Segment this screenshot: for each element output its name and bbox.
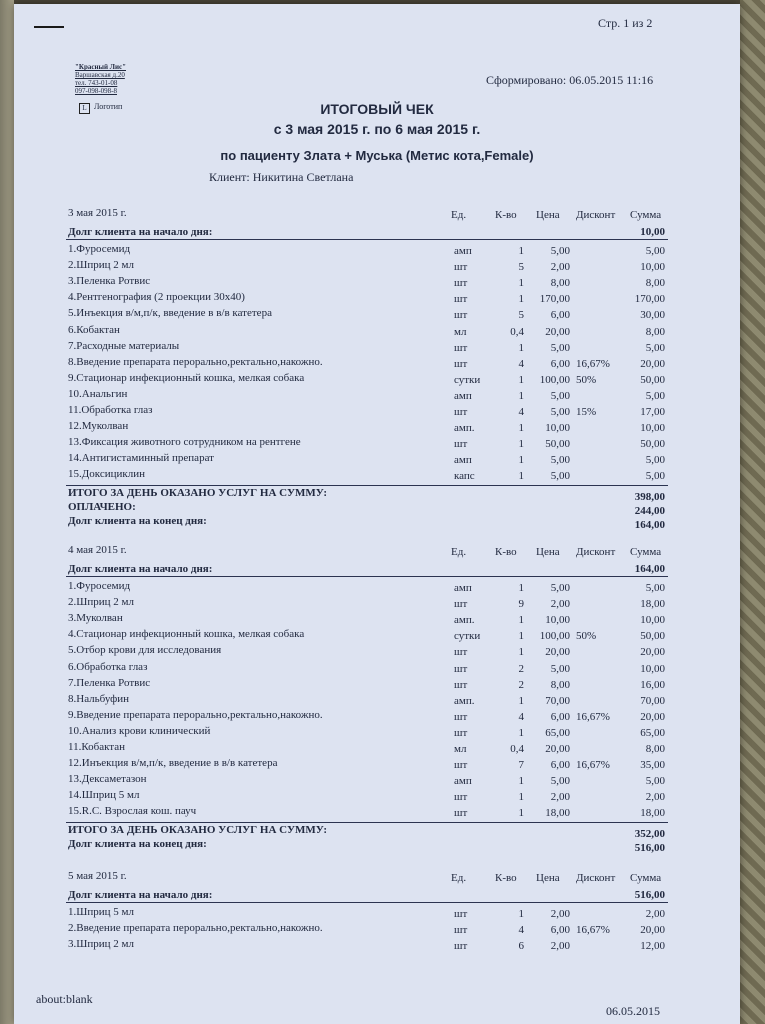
item-price: 20,00 — [545, 325, 570, 338]
receipt-page — [14, 4, 740, 1024]
item-qty: 0,4 — [510, 325, 524, 338]
item-unit: шт — [454, 357, 468, 370]
item-price: 6,00 — [550, 924, 570, 937]
client-line: Клиент: Никитина Светлана — [209, 170, 354, 184]
item-sum: 8,00 — [645, 277, 665, 290]
item-qty: 4 — [518, 357, 524, 370]
item-qty: 4 — [518, 710, 524, 723]
item-name: 4.Рентгенография (2 проекции 30х40) — [68, 291, 245, 304]
item-qty: 1 — [518, 277, 524, 290]
item-price: 10,00 — [545, 422, 570, 435]
background-tablecloth — [740, 0, 765, 1024]
item-unit: сутки — [454, 373, 481, 386]
item-price: 2,00 — [550, 261, 570, 274]
item-sum: 20,00 — [640, 924, 665, 937]
item-price: 20,00 — [545, 646, 570, 659]
clinic-phone-1: тел. 743-01-08 — [75, 79, 118, 87]
item-name: 4.Стационар инфекционный кошка, мелкая собака — [68, 628, 305, 641]
item-qty: 1 — [518, 582, 524, 594]
column-header-qty: К-во — [495, 872, 517, 884]
logo-label: Логотип — [94, 102, 123, 111]
item-unit: шт — [454, 908, 468, 920]
day-date: 4 мая 2015 г. — [68, 544, 127, 556]
item-discount: 15% — [576, 406, 597, 418]
column-header-qty: К-во — [495, 546, 517, 558]
item-name: 9.Введение препарата перорально,ректально,накожно. — [68, 708, 323, 721]
item-price: 5,00 — [550, 341, 570, 354]
column-header-sum: Сумма — [630, 209, 662, 221]
item-price: 6,00 — [550, 759, 570, 772]
item-qty: 1 — [518, 614, 524, 627]
debt-start-label: Долг клиента на начало дня: — [68, 563, 213, 575]
header-divider — [66, 239, 668, 240]
item-discount: 16,67% — [576, 759, 610, 772]
item-price: 18,00 — [545, 807, 570, 820]
debt-start-label: Долг клиента на начало дня: — [68, 226, 213, 238]
item-qty: 1 — [518, 341, 524, 354]
item-name: 2.Введение препарата перорально,ректально,накожно. — [68, 922, 323, 935]
item-price: 2,00 — [550, 940, 570, 953]
item-name: 3.Муколван — [68, 612, 123, 625]
item-sum: 8,00 — [645, 743, 665, 755]
item-unit: шт — [454, 277, 468, 290]
day-date: 3 мая 2015 г. — [68, 207, 127, 219]
item-name: 10.Анализ крови клинический — [68, 724, 211, 737]
column-header-qty: К-во — [495, 209, 517, 221]
item-sum: 2,00 — [645, 791, 665, 804]
item-qty: 1 — [518, 373, 524, 386]
item-price: 6,00 — [550, 357, 570, 370]
item-price: 5,00 — [550, 406, 570, 418]
item-sum: 10,00 — [640, 614, 665, 627]
item-sum: 17,00 — [640, 406, 665, 418]
item-sum: 5,00 — [645, 389, 665, 402]
column-header-discount: Дисконт — [576, 209, 616, 221]
column-header-unit: Ед. — [451, 872, 467, 884]
item-price: 2,00 — [550, 598, 570, 611]
item-discount: 16,67% — [576, 924, 610, 937]
item-name: 1.Фуросемид — [68, 580, 131, 592]
item-qty: 2 — [518, 678, 524, 691]
item-price: 170,00 — [539, 293, 570, 306]
item-sum: 2,00 — [645, 908, 665, 920]
item-price: 5,00 — [550, 389, 570, 402]
debt-start-value: 10,00 — [640, 226, 665, 238]
item-name: 9.Стационар инфекционный кошка, мелкая собака — [68, 371, 305, 384]
item-discount: 50% — [576, 373, 597, 386]
column-header-unit: Ед. — [451, 546, 467, 558]
day-date: 5 мая 2015 г. — [68, 870, 127, 882]
column-header-sum: Сумма — [630, 546, 662, 558]
item-unit: шт — [454, 662, 468, 675]
item-unit: шт — [454, 646, 468, 659]
item-unit: шт — [454, 309, 468, 322]
item-unit: шт — [454, 791, 468, 804]
punch-mark — [34, 26, 64, 28]
background-left — [0, 0, 14, 1024]
item-name: 3.Пеленка Ротвис — [68, 275, 151, 288]
receipt-period: с 3 мая 2015 г. по 6 мая 2015 г. — [273, 121, 481, 137]
item-price: 2,00 — [550, 908, 570, 920]
item-sum: 50,00 — [640, 630, 665, 643]
debt-end-label: Долг клиента на конец дня: — [68, 837, 207, 850]
item-name: 2.Шприц 2 мл — [68, 259, 134, 272]
item-sum: 5,00 — [645, 341, 665, 354]
item-price: 10,00 — [545, 614, 570, 627]
page-number: Стр. 1 из 2 — [598, 16, 653, 30]
item-qty: 4 — [518, 924, 524, 937]
item-sum: 30,00 — [640, 309, 665, 322]
item-sum: 10,00 — [640, 422, 665, 435]
item-qty: 2 — [518, 662, 524, 675]
item-unit: шт — [454, 807, 468, 820]
item-unit: амп — [454, 775, 472, 788]
item-unit: шт — [454, 940, 468, 953]
item-price: 100,00 — [539, 630, 570, 643]
item-qty: 1 — [518, 694, 524, 707]
item-sum: 20,00 — [640, 646, 665, 659]
item-price: 65,00 — [545, 726, 570, 739]
header-divider — [66, 902, 668, 903]
item-qty: 1 — [518, 807, 524, 820]
day-total-value: 352,00 — [634, 827, 665, 840]
item-sum: 8,00 — [645, 325, 665, 338]
item-unit: амп — [454, 245, 472, 257]
item-price: 6,00 — [550, 309, 570, 322]
receipt-title: ИТОГОВЫЙ ЧЕК — [320, 101, 434, 117]
item-name: 13.Дексаметазон — [68, 773, 147, 786]
item-sum: 10,00 — [640, 662, 665, 675]
item-unit: амп — [454, 582, 472, 594]
item-name: 12.Инъекция в/м,п/к, введение в в/в катетера — [68, 757, 278, 770]
item-price: 5,00 — [550, 470, 570, 483]
item-name: 8.Введение препарата перорально,ректально,накожно. — [68, 355, 323, 368]
item-name: 10.Анальгин — [68, 387, 128, 400]
item-unit: сутки — [454, 630, 481, 643]
item-unit: амп. — [454, 614, 475, 627]
total-divider — [66, 822, 668, 823]
item-sum: 5,00 — [645, 582, 665, 594]
footer-date: 06.05.2015 — [606, 1004, 660, 1018]
column-header-discount: Дисконт — [576, 872, 616, 884]
clinic-phone-2: 097-098-098-8 — [75, 87, 117, 95]
item-name: 14.Шприц 5 мл — [68, 789, 140, 802]
item-qty: 1 — [518, 630, 524, 643]
clinic-address: Варшавская д.20 — [75, 71, 125, 79]
item-price: 50,00 — [545, 438, 570, 451]
item-unit: шт — [454, 261, 468, 274]
item-price: 8,00 — [550, 277, 570, 290]
column-header-unit: Ед. — [451, 209, 467, 221]
item-name: 5.Отбор крови для исследования — [68, 644, 222, 657]
generated-timestamp: Сформировано: 06.05.2015 11:16 — [486, 73, 654, 87]
item-name: 3.Шприц 2 мл — [68, 938, 134, 951]
item-qty: 1 — [518, 726, 524, 739]
item-unit: шт — [454, 678, 468, 691]
day-total-label: ИТОГО ЗА ДЕНЬ ОКАЗАНО УСЛУГ НА СУММУ: — [68, 486, 328, 499]
patient-line: по пациенту Злата + Муська (Метис кота,Female) — [220, 148, 534, 163]
item-price: 5,00 — [550, 582, 570, 594]
day-total-label: ИТОГО ЗА ДЕНЬ ОКАЗАНО УСЛУГ НА СУММУ: — [68, 823, 328, 836]
item-unit: шт — [454, 924, 468, 937]
item-name: 11.Обработка глаз — [68, 404, 153, 416]
item-price: 6,00 — [550, 710, 570, 723]
item-sum: 50,00 — [640, 438, 665, 451]
item-qty: 6 — [518, 940, 524, 953]
item-sum: 170,00 — [634, 293, 665, 306]
item-unit: шт — [454, 438, 468, 451]
debt-start-label: Долг клиента на начало дня: — [68, 889, 213, 901]
item-price: 5,00 — [550, 662, 570, 675]
item-qty: 1 — [518, 438, 524, 451]
paid-label: ОПЛАЧЕНО: — [68, 500, 136, 513]
item-price: 8,00 — [550, 678, 570, 691]
item-name: 12.Муколван — [68, 420, 129, 433]
item-unit: амп — [454, 389, 472, 402]
item-unit: мл — [454, 743, 467, 755]
item-name: 15.R.C. Взрослая кош. пауч — [68, 805, 197, 818]
item-unit: шт — [454, 406, 468, 418]
item-sum: 12,00 — [640, 940, 665, 953]
paid-value: 244,00 — [634, 504, 665, 517]
logo-icon: L — [79, 103, 90, 114]
item-sum: 20,00 — [640, 710, 665, 723]
item-qty: 4 — [518, 406, 524, 418]
debt-start-value: 516,00 — [634, 889, 665, 901]
item-name: 5.Инъекция в/м,п/к, введение в в/в катетера — [68, 307, 272, 320]
item-qty: 1 — [518, 470, 524, 483]
item-qty: 1 — [518, 245, 524, 257]
item-name: 13.Фиксация животного сотрудником на рентгене — [68, 436, 301, 449]
total-divider — [66, 485, 668, 486]
item-sum: 5,00 — [645, 245, 665, 257]
item-sum: 35,00 — [640, 759, 665, 772]
item-unit: шт — [454, 341, 468, 354]
item-unit: шт — [454, 710, 468, 723]
item-name: 6.Обработка глаз — [68, 660, 148, 673]
item-qty: 7 — [518, 759, 524, 772]
item-qty: 1 — [518, 908, 524, 920]
item-unit: шт — [454, 293, 468, 306]
item-name: 6.Кобактан — [68, 323, 120, 336]
item-sum: 5,00 — [645, 454, 665, 467]
debt-start-value: 164,00 — [634, 563, 665, 575]
item-discount: 16,67% — [576, 357, 610, 370]
item-discount: 50% — [576, 630, 597, 643]
item-qty: 5 — [518, 261, 524, 274]
item-qty: 5 — [518, 309, 524, 322]
column-header-price: Цена — [536, 209, 560, 221]
item-name: 7.Пеленка Ротвис — [68, 676, 151, 689]
item-unit: капс — [454, 470, 475, 483]
item-unit: амп — [454, 454, 472, 467]
item-unit: амп. — [454, 422, 475, 435]
item-qty: 9 — [518, 598, 524, 611]
item-qty: 0,4 — [510, 743, 524, 755]
item-name: 2.Шприц 2 мл — [68, 596, 134, 609]
item-sum: 70,00 — [640, 694, 665, 707]
item-price: 100,00 — [539, 373, 570, 386]
column-header-price: Цена — [536, 546, 560, 558]
column-header-price: Цена — [536, 872, 560, 884]
column-header-sum: Сумма — [630, 872, 662, 884]
footer-url: about:blank — [36, 992, 93, 1006]
item-name: 14.Антигистаминный препарат — [68, 452, 214, 465]
item-name: 1.Шприц 5 мл — [68, 906, 134, 918]
item-price: 70,00 — [545, 694, 570, 707]
item-sum: 5,00 — [645, 775, 665, 788]
header-divider — [66, 576, 668, 577]
item-name: 8.Нальбуфин — [68, 692, 129, 705]
item-price: 5,00 — [550, 245, 570, 257]
debt-end-value: 516,00 — [634, 841, 665, 854]
item-price: 5,00 — [550, 454, 570, 467]
item-qty: 1 — [518, 791, 524, 804]
item-sum: 20,00 — [640, 357, 665, 370]
item-price: 5,00 — [550, 775, 570, 788]
item-sum: 65,00 — [640, 726, 665, 739]
debt-end-value: 164,00 — [634, 518, 665, 531]
item-sum: 16,00 — [640, 678, 665, 691]
item-sum: 5,00 — [645, 470, 665, 483]
item-unit: шт — [454, 598, 468, 611]
item-unit: шт — [454, 759, 468, 772]
item-discount: 16,67% — [576, 710, 610, 723]
item-name: 15.Доксициклин — [68, 468, 145, 481]
item-unit: шт — [454, 726, 468, 739]
item-name: 1.Фуросемид — [68, 243, 131, 255]
item-sum: 50,00 — [640, 373, 665, 386]
item-price: 20,00 — [545, 743, 570, 755]
item-qty: 1 — [518, 775, 524, 788]
item-unit: мл — [454, 325, 467, 338]
item-qty: 1 — [518, 646, 524, 659]
item-price: 2,00 — [550, 791, 570, 804]
day-total-value: 398,00 — [634, 490, 665, 503]
item-qty: 1 — [518, 454, 524, 467]
item-qty: 1 — [518, 422, 524, 435]
item-name: 11.Кобактан — [68, 741, 126, 753]
item-sum: 18,00 — [640, 598, 665, 611]
item-qty: 1 — [518, 389, 524, 402]
item-qty: 1 — [518, 293, 524, 306]
item-sum: 18,00 — [640, 807, 665, 820]
item-unit: амп. — [454, 694, 475, 707]
column-header-discount: Дисконт — [576, 546, 616, 558]
item-name: 7.Расходные материалы — [68, 339, 180, 352]
item-sum: 10,00 — [640, 261, 665, 274]
debt-end-label: Долг клиента на конец дня: — [68, 514, 207, 527]
clinic-name: "Красный Лис" — [75, 63, 126, 71]
